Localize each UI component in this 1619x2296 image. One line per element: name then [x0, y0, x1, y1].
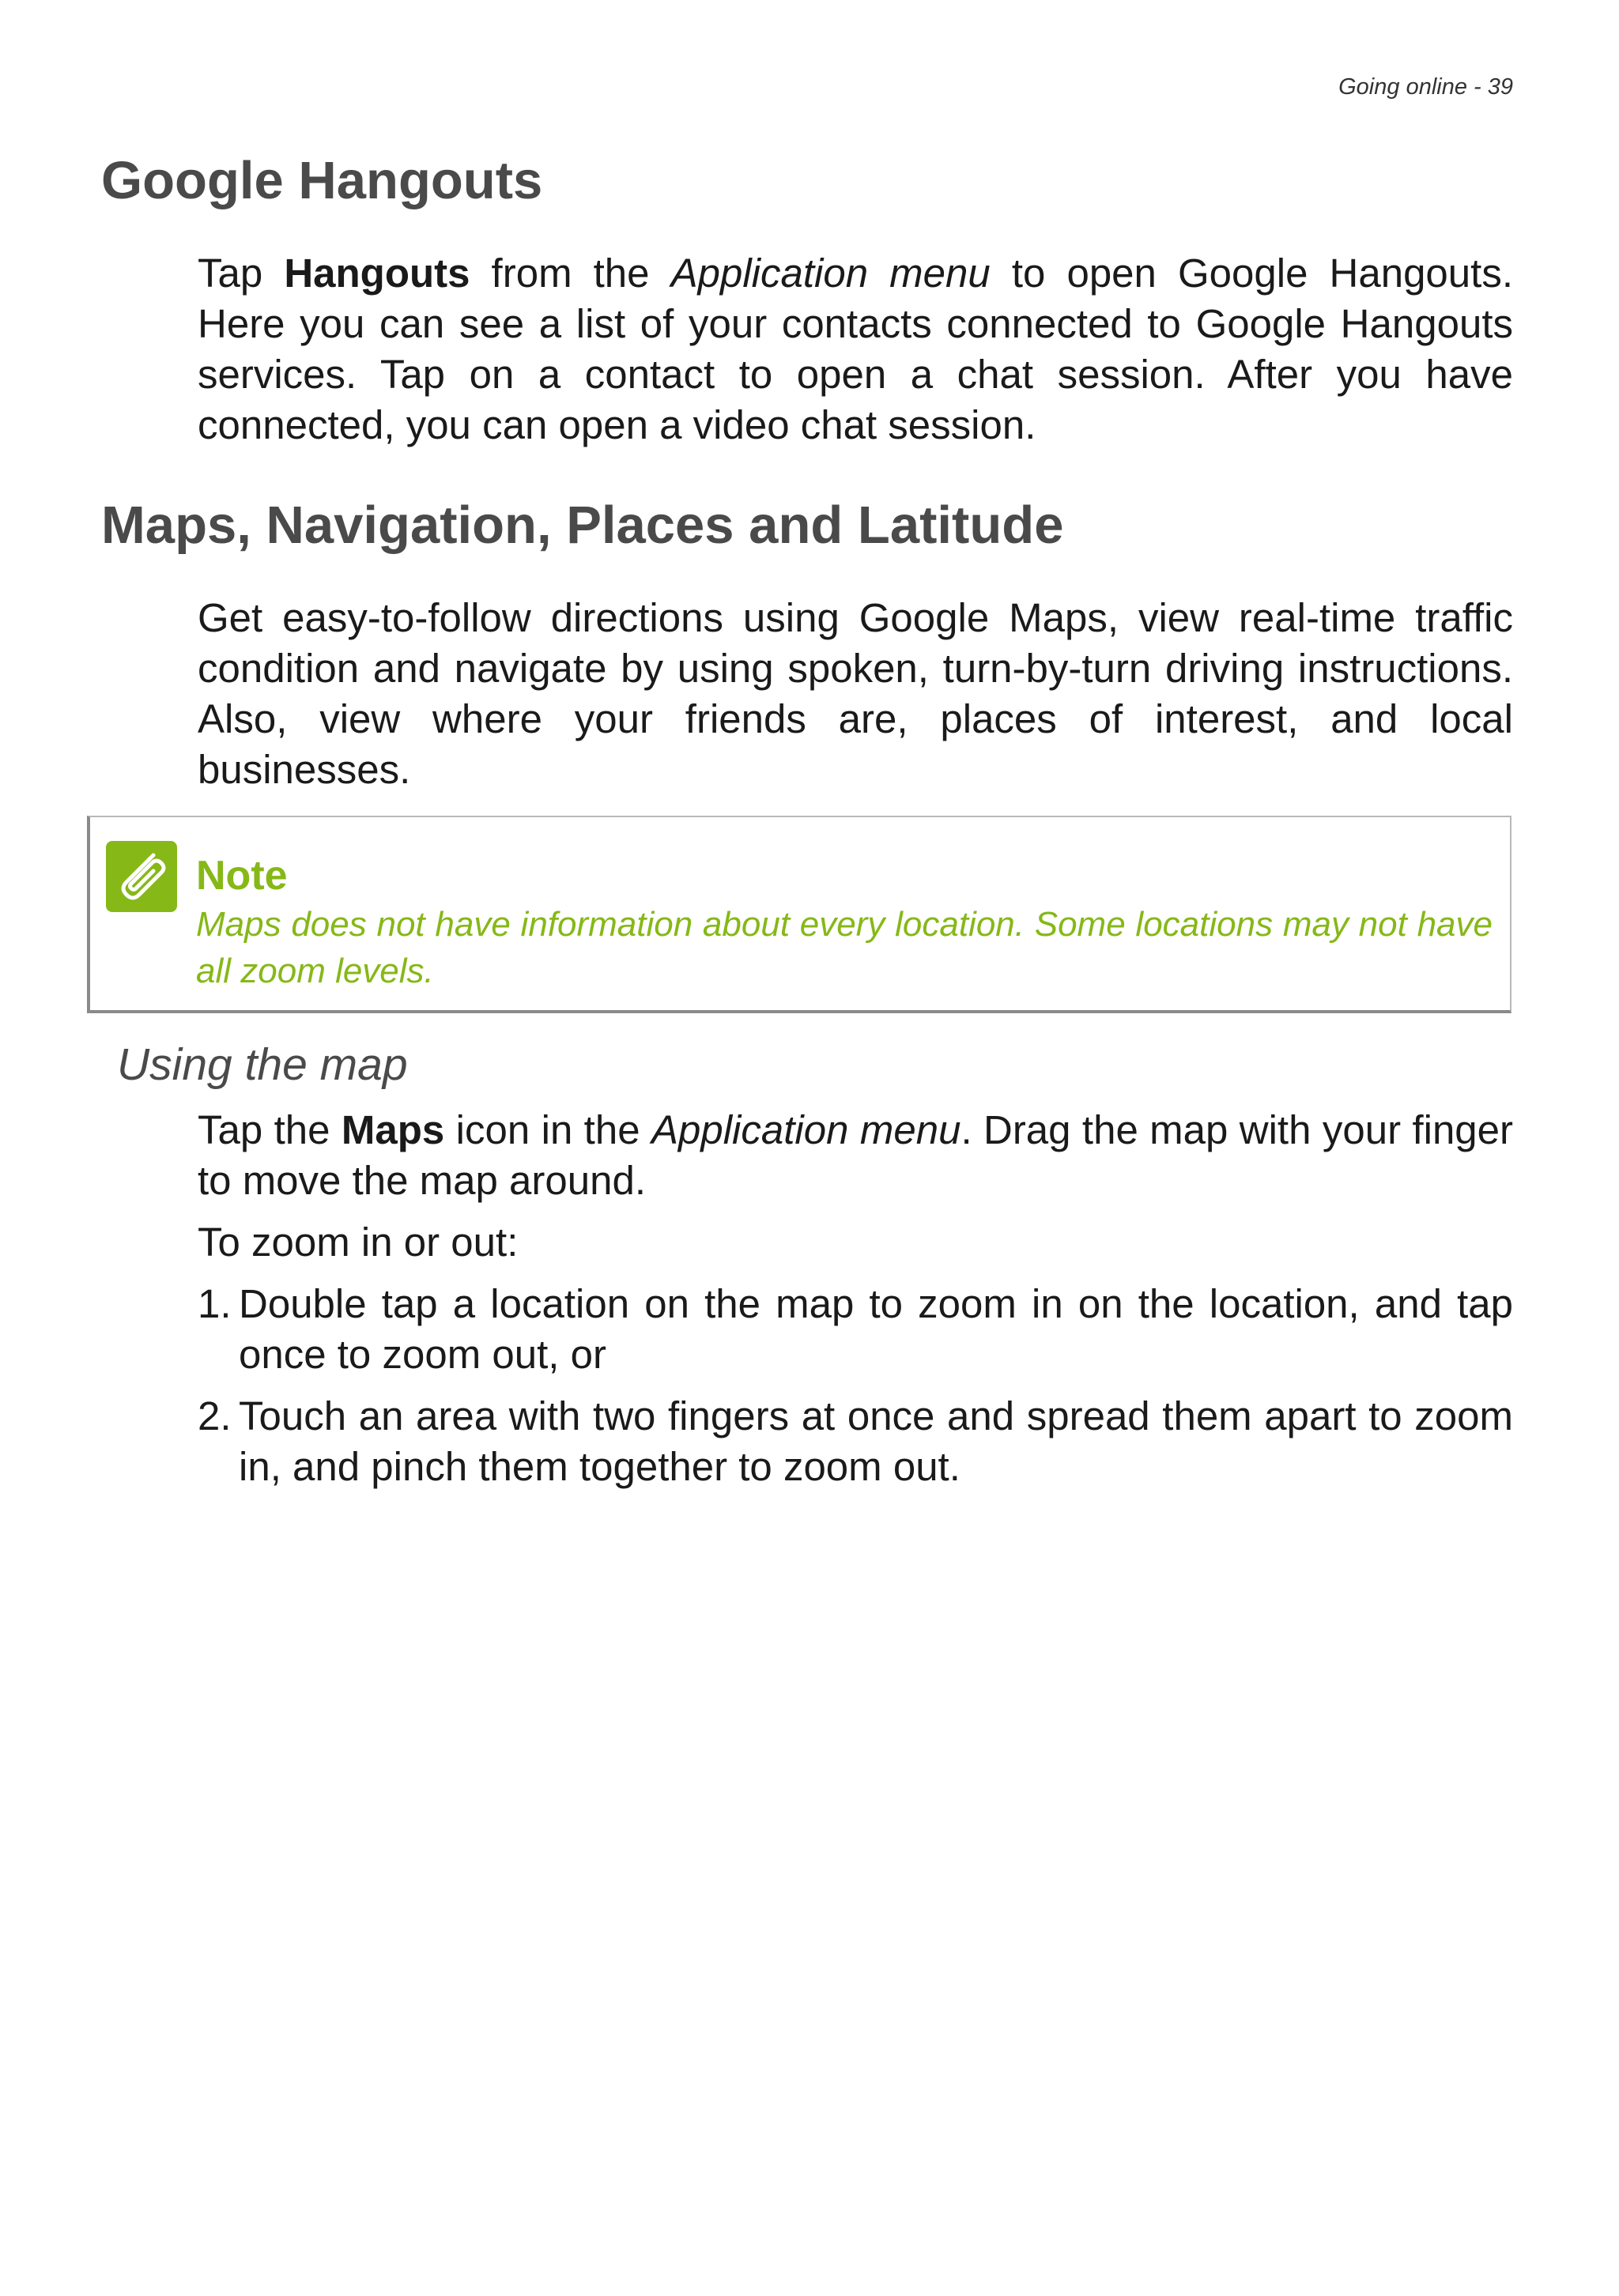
using-map-menu-ref: Application menu: [651, 1107, 961, 1152]
section-title-hangouts: Google Hangouts: [101, 151, 543, 210]
using-map-paragraph: [198, 1105, 1513, 1206]
paperclip-icon: [106, 841, 177, 912]
list-item-text: Double tap a location on the map to zoom in on the location, and tap once to zoom out, or: [239, 1281, 1513, 1377]
list-item-number: 1.: [198, 1281, 232, 1326]
hangouts-menu-ref: Application menu: [670, 251, 991, 296]
subsection-title-using-map: Using the map: [117, 1039, 408, 1090]
note-text: Maps does not have information about every location. Some locations may not have all zoom levels.: [196, 905, 1493, 990]
zoom-intro: [198, 1217, 1513, 1268]
note-box: [87, 816, 1511, 1013]
running-head: Going online - 39: [1338, 74, 1513, 100]
hangouts-text-from: from the: [491, 251, 650, 296]
list-item: [198, 1279, 1513, 1380]
hangouts-paragraph: [198, 248, 1513, 451]
hangouts-text-rest: to open Google Hangouts. Here you can see a list of your contacts connected to Google Hangouts services. Tap on a contact to open a chat session. After you have connected, you can open a video chat session.: [198, 251, 1513, 447]
hangouts-text-tap: Tap: [198, 251, 263, 296]
zoom-intro-text: To zoom in or out:: [198, 1220, 519, 1265]
maps-app-name: Maps: [341, 1107, 445, 1152]
list-item-text: Touch an area with two fingers at once and spread them apart to zoom in, and pinch them together to zoom out.: [239, 1393, 1513, 1489]
using-map-text-tap: Tap the: [198, 1107, 330, 1152]
section-title-maps: Maps, Navigation, Places and Latitude: [101, 496, 1064, 555]
note-title: Note: [196, 853, 288, 899]
hangouts-app-name: Hangouts: [284, 251, 470, 296]
using-map-text-icon: icon in the: [455, 1107, 640, 1152]
list-item-number: 2.: [198, 1393, 232, 1438]
maps-paragraph: [198, 593, 1513, 795]
list-item: [198, 1391, 1513, 1492]
using-map-text-rest: . Drag the map with your finger to move the map around.: [198, 1107, 1514, 1203]
maps-paragraph-text: Get easy-to-follow directions using Google Maps, view real-time traffic condition and navigate by using spoken, turn-by-turn driving instructions. Also, view where your friends are, places of interest, and local businesses.: [198, 595, 1513, 792]
